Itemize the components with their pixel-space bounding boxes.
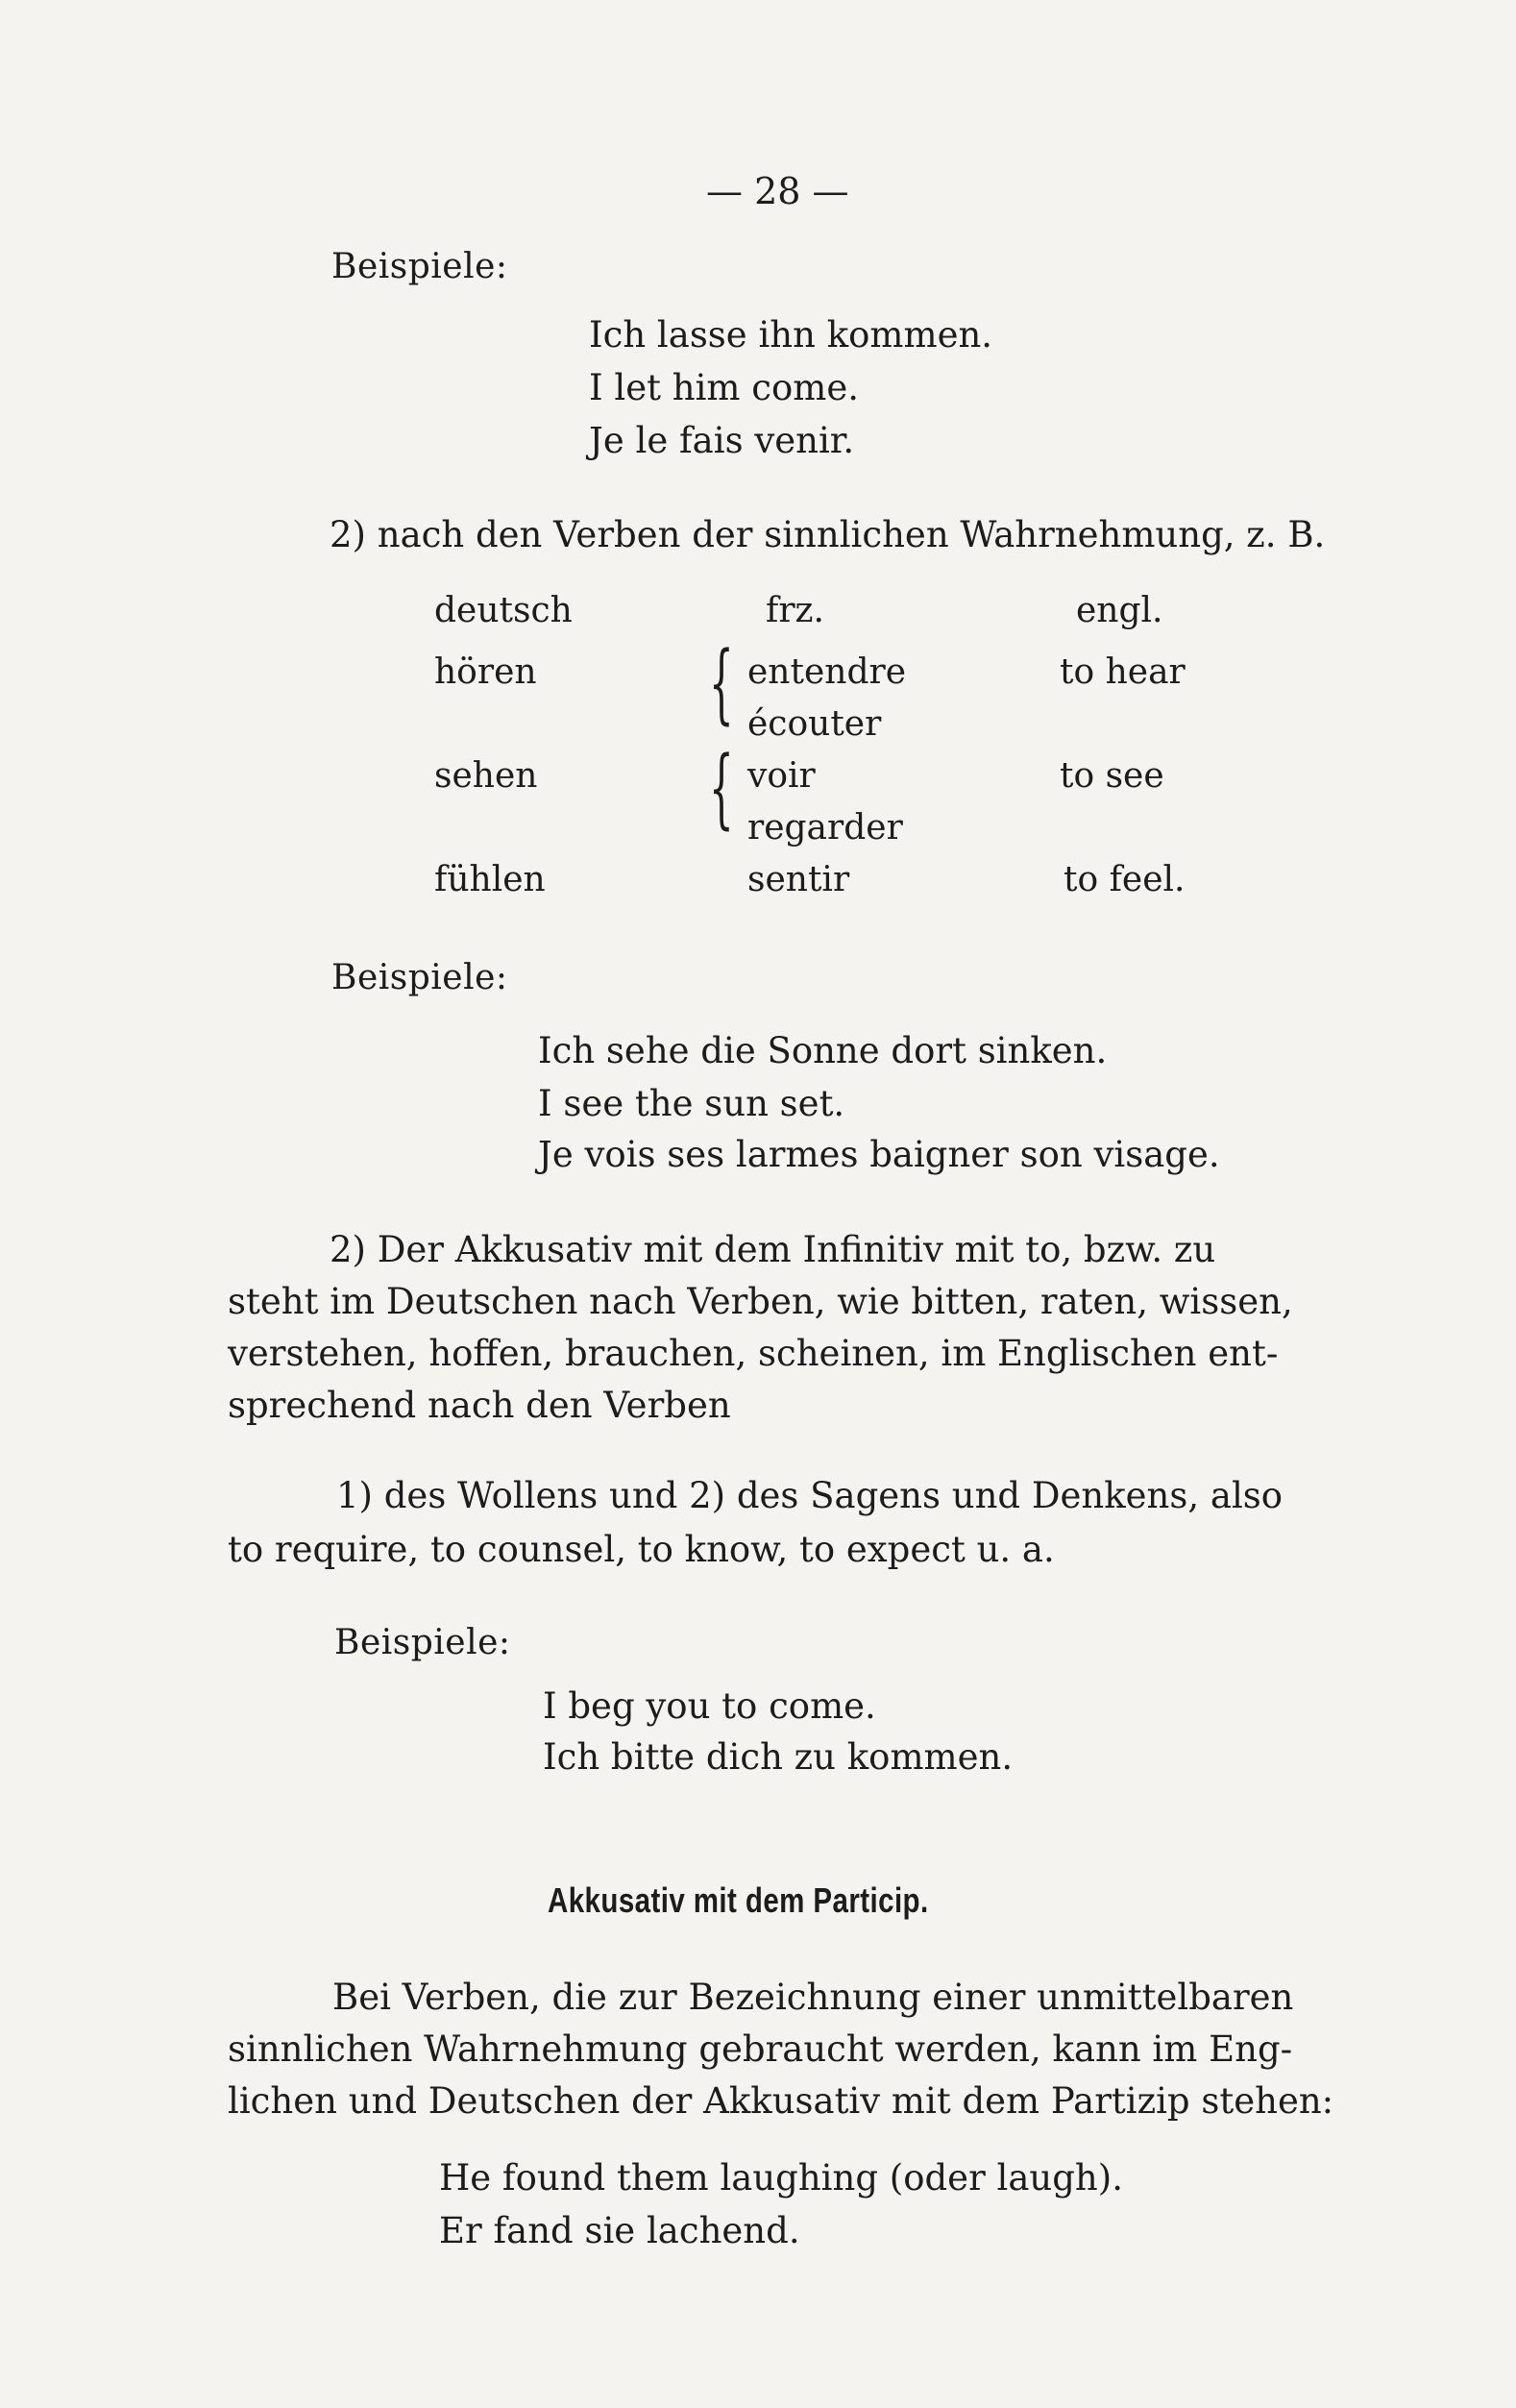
example-line: Je vois ses larmes baigner son visage. [538,1134,1220,1175]
table-header-deutsch: deutsch [434,591,573,630]
example-line: Ich sehe die Sonne dort sinken. [538,1030,1108,1071]
section-heading: Akkusativ mit dem Particip. [548,1880,929,1920]
table-cell-de: sehen [434,756,538,796]
paragraph-line: steht im Deutschen nach Verben, wie bitten, raten, wissen, [228,1281,1293,1322]
examples-label: Beispiele: [334,1623,511,1662]
example-line: He found them laughing (oder laugh). [439,2157,1123,2199]
table-header-engl: engl. [1076,591,1163,630]
table-cell-en: to hear [1060,652,1186,692]
paragraph-line: to require, to counsel, to know, to expect u. a. [228,1529,1055,1570]
paragraph-line: lichen und Deutschen der Akkusativ mit dem Partizip stehen: [228,2080,1334,2122]
example-line: Er fand sie lachend. [439,2210,800,2251]
paragraph-line: 1) des Wollens und 2) des Sagens und Denkens, also [336,1475,1284,1516]
example-line: Ich bitte dich zu kommen. [543,1736,1014,1778]
paragraph-line: sprechend nach den Verben [228,1385,731,1426]
paragraph-line: sinnlichen Wahrnehmung gebraucht werden, kann im Eng- [228,2028,1293,2070]
example-line: I see the sun set. [538,1083,845,1124]
brace-symbol: { [709,738,734,839]
table-cell-fr: entendre [747,652,907,692]
table-cell-fr: regarder [747,808,903,848]
paragraph-line: Bei Verben, die zur Bezeichnung einer unmittelbaren [332,1977,1294,2018]
table-header-frz: frz. [766,591,824,630]
table-cell-fr: écouter [747,704,882,744]
table-cell-de: hören [434,652,537,692]
paragraph-line: verstehen, hoffen, brauchen, scheinen, im Englischen ent- [228,1333,1279,1374]
example-line: I beg you to come. [543,1685,876,1727]
table-cell-fr: sentir [747,860,850,899]
examples-label: Beispiele: [331,958,508,997]
example-line: Ich lasse ihn kommen. [589,314,993,356]
section-intro: 2) nach den Verben der sinnlichen Wahrnehmung, z. B. [330,514,1326,555]
table-cell-en: to see [1060,756,1164,796]
brace-symbol: { [709,633,734,734]
table-cell-de: fühlen [434,860,546,899]
example-line: I let him come. [589,367,859,408]
example-line: Je le fais venir. [589,420,855,461]
paragraph-line: 2) Der Akkusativ mit dem Infinitiv mit to, bzw. zu [330,1229,1216,1270]
table-cell-fr: voir [747,756,816,796]
table-cell-en: to feel. [1064,860,1186,899]
examples-label: Beispiele: [331,247,508,286]
page-number: — 28 — [706,170,849,212]
